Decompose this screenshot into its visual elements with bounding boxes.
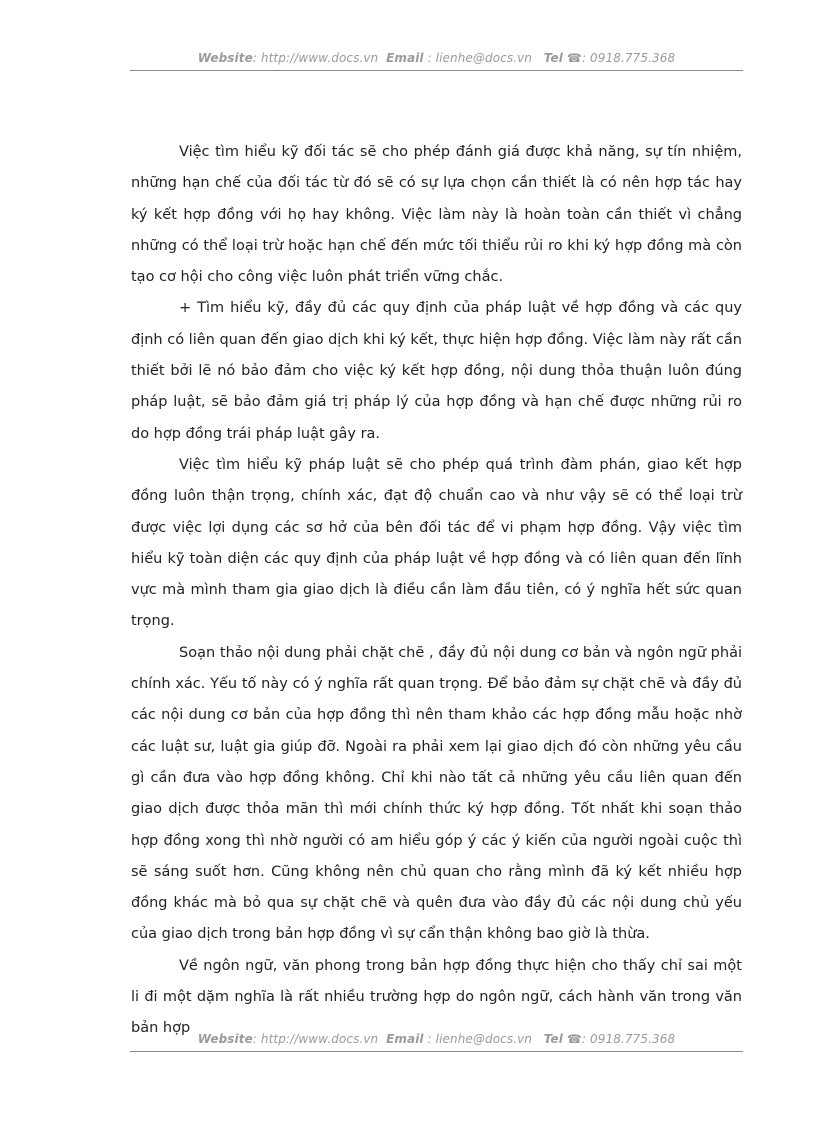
phone-icon: ☎: [566, 1032, 582, 1046]
email-value[interactable]: : lienhe@docs.vn: [427, 51, 533, 65]
paragraph-2: + Tìm hiểu kỹ, đầy đủ các quy định của pháp luật về hợp đồng và các quy định có liên quan đến giao dịch khi ký kết, thực hiện hợp đồng. Việc làm này rất cần thiết bởi lẽ nó bảo đảm cho việc ký kết hợp đồng, nội dung thỏa thuận luôn đúng pháp luật, sẽ bảo đảm giá trị pháp lý của hợp đồng và hạn chế được những rủi ro do hợp đồng trái pháp luật gây ra.: [131, 300, 742, 442]
footer-tel-label: Tel: [543, 1032, 563, 1046]
website-value[interactable]: : http://www.docs.vn: [252, 51, 379, 65]
tel-label: Tel: [543, 51, 563, 65]
footer-tel-value: : 0918.775.368: [581, 1032, 676, 1046]
footer-website-value[interactable]: : http://www.docs.vn: [252, 1032, 379, 1046]
document-body: [131, 137, 742, 1045]
paragraph-4: Soạn thảo nội dung phải chặt chẽ , đầy đủ nội dung cơ bản và ngôn ngữ phải chính xác. Yếu tố này có ý nghĩa rất quan trọng. Để bảo đảm sự chặt chẽ và đầy đủ các nội dung cơ bản của hợp đồng thì nên tham khảo các hợp đồng mẫu hoặc nhờ các luật sư, luật gia giúp đỡ. Ngoài ra phải xem lại giao dịch đó còn những yêu cầu gì cần đưa vào hợp đồng không. Chỉ khi nào tất cả những yêu cầu liên quan đến giao dịch được thỏa mãn thì mới chính thức ký hợp đồng. Tốt nhất khi soạn thảo hợp đồng xong thì nhờ người có am hiểu góp ý các ý kiến của người ngoài cuộc thì sẽ sáng suốt hơn. Cũng không nên chủ quan cho rằng mình đã ký kết nhiều hợp đồng khác mà bỏ qua sự chặt chẽ và quên đưa vào đầy đủ các nội dung chủ yếu của giao dịch trong bản hợp đồng vì sự cẩn thận không bao giờ là thừa.: [131, 644, 742, 943]
paragraph-3: Việc tìm hiểu kỹ pháp luật sẽ cho phép quá trình đàm phán, giao kết hợp đồng luôn thận trọng, chính xác, đạt độ chuẩn cao và như vậy sẽ có thể loại trừ được việc lợi dụng các sơ hở của bên đối tác để vi phạm hợp đồng. Vậy việc tìm hiểu kỹ toàn diện các quy định của pháp luật về hợp đồng và có liên quan đến lĩnh vực mà mình tham gia giao dịch là điều cần làm đầu tiên, có ý nghĩa hết sức quan trọng.: [131, 456, 742, 630]
footer-email-label: Email: [386, 1032, 424, 1046]
header-rule: [130, 70, 743, 71]
email-label: Email: [386, 51, 424, 65]
phone-icon: ☎: [566, 51, 582, 65]
paragraph-5: Về ngôn ngữ, văn phong trong bản hợp đồng thực hiện cho thấy chỉ sai một li đi một dặm nghĩa là rất nhiều trường hợp do ngôn ngữ, cách hành văn trong văn bản hợp: [131, 957, 742, 1037]
page-footer: [130, 1032, 743, 1046]
footer-email-value[interactable]: : lienhe@docs.vn: [427, 1032, 533, 1046]
tel-value: : 0918.775.368: [581, 51, 676, 65]
footer-website-label: Website: [197, 1032, 253, 1046]
website-label: Website: [197, 51, 253, 65]
footer-rule: [130, 1051, 743, 1052]
page-header: [130, 51, 743, 65]
paragraph-1: Việc tìm hiểu kỹ đối tác sẽ cho phép đánh giá được khả năng, sự tín nhiệm, những hạn chế của đối tác từ đó sẽ có sự lựa chọn cần thiết là có nên hợp tác hay ký kết hợp đồng với họ hay không. Việc làm này là hoàn toàn cần thiết vì chẳng những có thể loại trừ hoặc hạn chế đến mức tối thiểu rủi ro khi ký hợp đồng mà còn tạo cơ hội cho công việc luôn phát triển vững chắc.: [131, 144, 742, 286]
